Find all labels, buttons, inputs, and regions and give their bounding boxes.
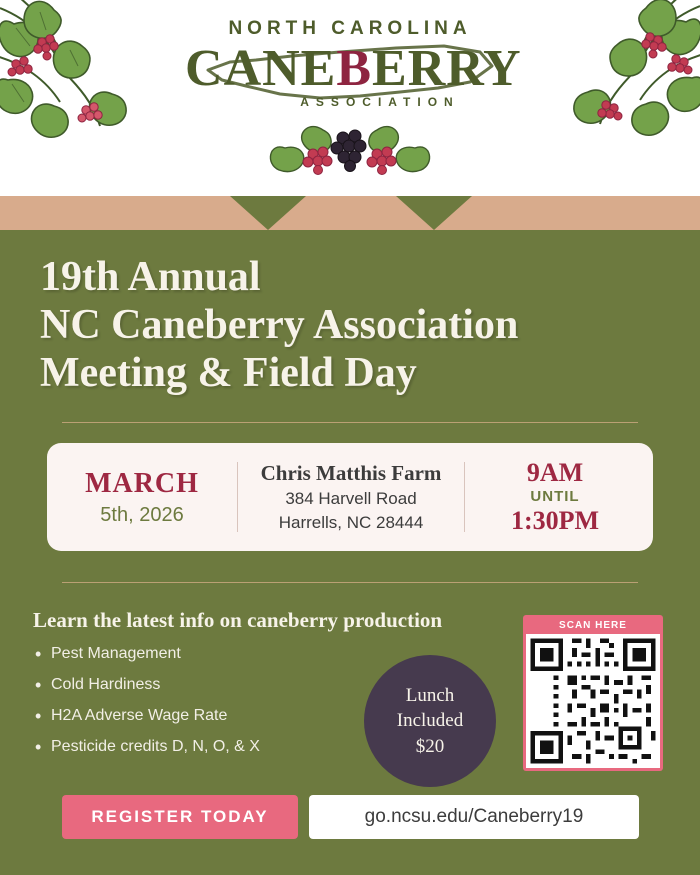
poster-body — [0, 230, 700, 875]
logo-text-ane: ANE — [223, 40, 337, 97]
register-today-button[interactable]: REGISTER TODAY — [62, 795, 298, 839]
qr-code-block[interactable] — [523, 615, 663, 771]
lunch-line-2: Included — [396, 710, 464, 732]
venue-address-line-1: 384 Harvell Road — [285, 489, 417, 509]
tan-chevron-band — [0, 196, 700, 230]
event-info-card — [47, 443, 653, 551]
event-start-time: 9AM — [526, 457, 584, 487]
event-time-block — [465, 459, 645, 535]
title-line-3: Meeting & Field Day — [40, 349, 417, 396]
title-line-1: 19th Annual — [40, 254, 261, 300]
blackberry-fruit — [331, 130, 366, 172]
lunch-badge — [364, 655, 496, 787]
venue-name: Chris Matthis Farm — [260, 461, 442, 486]
berry-trio-icon — [265, 108, 435, 184]
event-month: MARCH — [85, 467, 199, 499]
logo-main-text — [185, 40, 522, 97]
header-band — [0, 0, 700, 196]
scan-here-label: SCAN HERE — [559, 620, 627, 631]
raspberry-cluster-right-icon — [520, 0, 700, 177]
chevron-notch-left — [230, 196, 306, 230]
divider-top — [62, 422, 638, 423]
list-item: • Pest Management — [33, 645, 343, 663]
raspberry-fruit-left — [303, 147, 332, 175]
event-location-block — [238, 461, 464, 533]
qr-code-icon[interactable] — [526, 634, 660, 768]
list-item: • H2A Adverse Wage Rate — [33, 707, 343, 725]
chevron-notch-right — [396, 196, 472, 230]
logo-letter-c: C — [185, 40, 224, 97]
registration-url[interactable]: go.ncsu.edu/Caneberry19 — [309, 795, 639, 839]
list-item: • Pesticide credits D, N, O, & X — [33, 738, 343, 756]
event-day-year: 5th, 2026 — [100, 503, 184, 526]
learn-heading: Learn the latest info on caneberry production — [33, 608, 443, 632]
page-title — [40, 254, 680, 398]
event-date-block — [47, 468, 237, 527]
topics-list — [33, 645, 343, 769]
raspberry-fruit-right — [367, 147, 396, 175]
association-logo — [185, 18, 522, 109]
logo-top-text: NORTH CAROLINA — [228, 18, 472, 39]
raspberry-cluster-left-icon — [0, 0, 180, 179]
divider-bottom — [62, 582, 638, 583]
title-line-2: NC Caneberry Association — [40, 301, 519, 348]
logo-letter-b: B — [336, 40, 373, 97]
event-end-time: 1:30PM — [510, 506, 600, 536]
list-item: • Cold Hardiness — [33, 676, 343, 694]
logo-sub-text: ASSOCIATION — [300, 94, 460, 109]
logo-text-erry: ERRY — [372, 40, 522, 97]
lunch-line-1: Lunch — [405, 684, 455, 706]
venue-address-line-2: Harrells, NC 28444 — [278, 512, 424, 532]
lunch-price: $20 — [415, 735, 445, 757]
event-until-label: UNTIL — [530, 487, 580, 505]
